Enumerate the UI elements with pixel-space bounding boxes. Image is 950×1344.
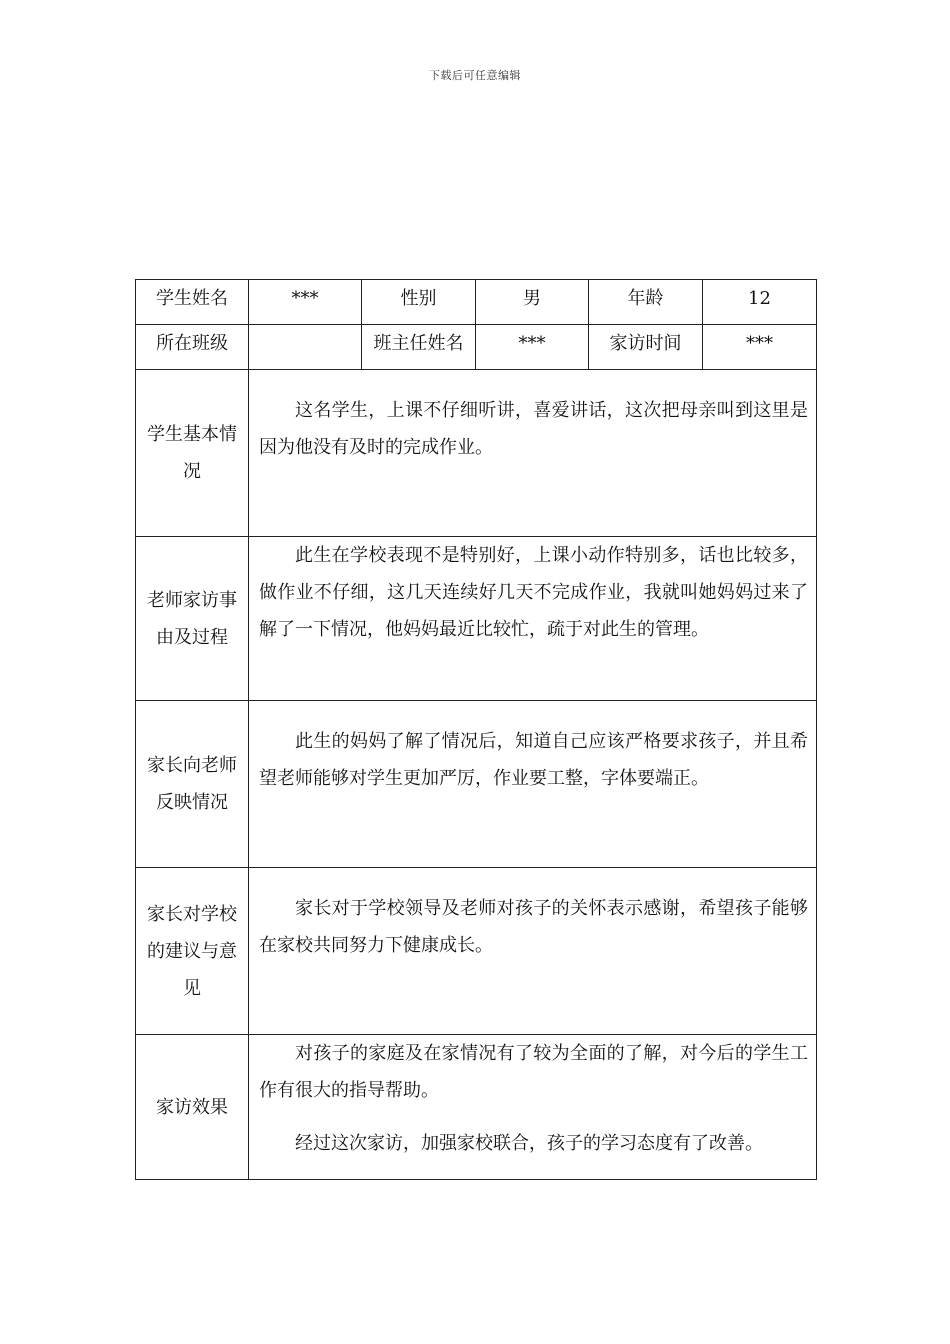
head-teacher-value: *** <box>476 325 589 370</box>
table-row-basic-info <box>136 370 817 537</box>
table-row-parent-suggestions <box>136 868 817 1035</box>
table-row-basic-fields-2 <box>136 325 817 370</box>
parent-suggestions-text: 家长对于学校领导及老师对孩子的关怀表示感谢，希望孩子能够在家校共同努力下健康成长。 <box>259 898 808 956</box>
basic-info-label: 学生基本情况 <box>136 370 249 537</box>
table-row-visit-effect <box>136 1035 817 1180</box>
visit-effect-text-2: 经过这次家访，加强家校联合，孩子的学习态度有了改善。 <box>295 1133 763 1154</box>
basic-info-content <box>249 370 817 537</box>
visit-reason-label: 老师家访事由及过程 <box>136 537 249 701</box>
table-row-visit-reason <box>136 537 817 701</box>
visit-effect-text-1: 对孩子的家庭及在家情况有了较为全面的了解，对今后的学生工作有很大的指导帮助。 <box>259 1043 808 1101</box>
parent-suggestions-content <box>249 868 817 1035</box>
parent-feedback-label: 家长向老师反映情况 <box>136 701 249 868</box>
parent-suggestions-label: 家长对学校的建议与意见 <box>136 868 249 1035</box>
gender-value: 男 <box>476 280 589 325</box>
table-row-parent-feedback <box>136 701 817 868</box>
student-name-label: 学生姓名 <box>136 280 249 325</box>
age-value: 12 <box>703 280 817 325</box>
parent-feedback-content <box>249 701 817 868</box>
visit-reason-text: 此生在学校表现不是特别好，上课小动作特别多，话也比较多，做作业不仔细，这几天连续好几天不完成作业，我就叫她妈妈过来了解了一下情况，他妈妈最近比较忙，疏于对此生的管理。 <box>259 545 808 640</box>
visit-time-value: *** <box>703 325 817 370</box>
class-value <box>249 325 362 370</box>
table-row-basic-fields-1 <box>136 280 817 325</box>
head-teacher-label: 班主任姓名 <box>362 325 476 370</box>
visit-effect-content <box>249 1035 817 1180</box>
visit-time-label: 家访时间 <box>589 325 703 370</box>
parent-feedback-text: 此生的妈妈了解了情况后，知道自己应该严格要求孩子，并且希望老师能够对学生更加严厉，作业要工整，字体要端正。 <box>259 731 808 789</box>
visit-effect-label: 家访效果 <box>136 1035 249 1180</box>
visit-reason-content <box>249 537 817 701</box>
gender-label: 性别 <box>362 280 476 325</box>
age-label: 年龄 <box>589 280 703 325</box>
class-label: 所在班级 <box>136 325 249 370</box>
student-name-value: *** <box>249 280 362 325</box>
basic-info-text: 这名学生，上课不仔细听讲，喜爱讲话，这次把母亲叫到这里是因为他没有及时的完成作业。 <box>259 400 808 458</box>
home-visit-table <box>135 279 817 1180</box>
header-note: 下载后可任意编辑 <box>429 69 521 82</box>
